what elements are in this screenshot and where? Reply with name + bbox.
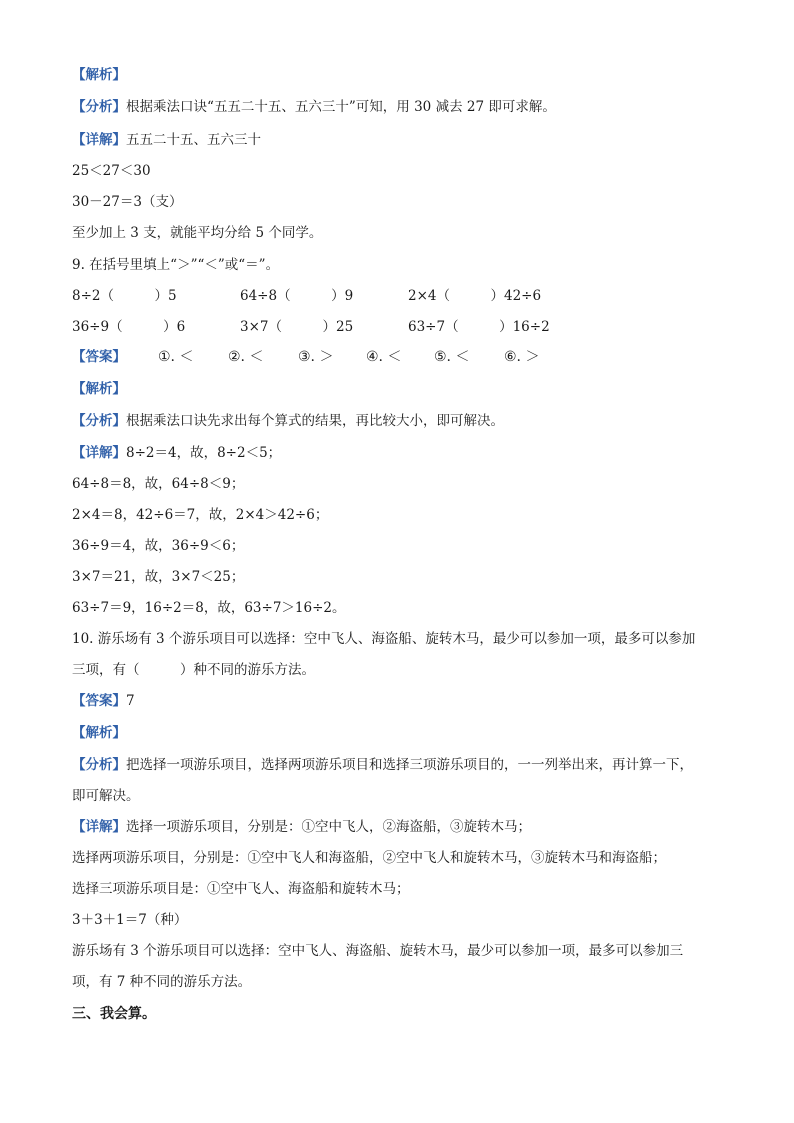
answer-tag: 【答案】 <box>72 693 126 709</box>
detail-step: 64÷8＝8，故，64÷8＜9； <box>72 476 245 492</box>
expression-5: 3×7（ ）25 <box>240 319 354 335</box>
question-9-row-1 <box>72 287 732 305</box>
detail-step: 36÷9＝4，故，36÷9＜6； <box>72 538 245 554</box>
jiexi-label: 【解析】 <box>72 67 126 83</box>
answer-5: ⑤. ＜ <box>434 349 470 365</box>
section-3-heading: 三、我会算。 <box>72 1006 156 1022</box>
analysis-text: 根据乘法口诀“五五二十五、五六三十”可知，用 30 减去 27 即可求解。 <box>126 99 556 115</box>
jiexi-label: 【解析】 <box>72 381 126 397</box>
answer-2: ②. ＜ <box>228 349 264 365</box>
detail-step: 63÷7＝9，16÷2＝8，故，63÷7＞16÷2。 <box>72 600 346 616</box>
jiexi-label: 【解析】 <box>72 725 126 741</box>
question-9-row-2 <box>72 318 732 336</box>
analysis-tag: 【分析】 <box>72 757 126 773</box>
expression-1: 8÷2（ ）5 <box>72 288 177 304</box>
detail-step: 2×4＝8，42÷6＝7，故，2×4＞42÷6； <box>72 507 329 523</box>
analysis-text: 把选择一项游乐项目，选择两项游乐项目和选择三项游乐项目的，一一列举出来，再计算一下， <box>126 757 693 773</box>
analysis-line <box>72 756 693 774</box>
detail-text: 五五二十五、五六三十 <box>126 132 261 148</box>
question-10-title-line-1: 10. 游乐场有 3 个游乐项目可以选择：空中飞人、海盗船、旋转木马，最少可以参加一项，最多可以参加 <box>72 631 696 647</box>
expression-2: 64÷8（ ）9 <box>240 288 354 304</box>
detail-step: 选择三项游乐项目是：①空中飞人、海盗船和旋转木马； <box>72 881 410 897</box>
detail-step: 选择两项游乐项目，分别是：①空中飞人和海盗船，②空中飞人和旋转木马，③旋转木马和海盗船； <box>72 850 666 866</box>
answer-tag: 【答案】 <box>72 349 126 365</box>
answer-6: ⑥. ＞ <box>504 349 540 365</box>
expression-4: 36÷9（ ）6 <box>72 319 186 335</box>
detail-step: 25＜27＜30 <box>72 163 151 179</box>
question-9-answers <box>72 348 732 368</box>
analysis-text-cont: 即可解决。 <box>72 788 140 804</box>
analysis-text: 根据乘法口诀先求出每个算式的结果，再比较大小，即可解决。 <box>126 413 504 429</box>
expression-6: 63÷7（ ）16÷2 <box>408 319 550 335</box>
question-9-title: 9. 在括号里填上“＞”“＜”或“＝”。 <box>72 257 280 273</box>
answer-3: ③. ＞ <box>298 349 334 365</box>
detail-line <box>72 131 261 149</box>
analysis-line <box>72 98 556 116</box>
detail-step: 3×7＝21，故，3×7＜25； <box>72 569 245 585</box>
answer-value: 7 <box>126 693 135 709</box>
analysis-tag: 【分析】 <box>72 99 126 115</box>
detail-line <box>72 818 531 836</box>
analysis-tag: 【分析】 <box>72 413 126 429</box>
detail-conclusion: 至少加上 3 支，就能平均分给 5 个同学。 <box>72 225 323 241</box>
detail-step: 3＋3＋1＝7（种） <box>72 912 188 928</box>
detail-text: 8÷2＝4，故，8÷2＜5； <box>126 445 282 461</box>
detail-step: 30－27＝3（支） <box>72 194 183 210</box>
detail-line <box>72 444 281 462</box>
detail-tag: 【详解】 <box>72 819 126 835</box>
detail-conclusion-cont: 项，有 7 种不同的游乐方法。 <box>72 974 252 990</box>
detail-conclusion: 游乐场有 3 个游乐项目可以选择：空中飞人、海盗船、旋转木马，最少可以参加一项，最多可以参加三 <box>72 943 684 959</box>
answer-1: ①. ＜ <box>158 349 194 365</box>
question-10-title-line-2: 三项，有（ ）种不同的游乐方法。 <box>72 662 315 678</box>
detail-tag: 【详解】 <box>72 132 126 148</box>
answer-4: ④. ＜ <box>366 349 402 365</box>
expression-3: 2×4（ ）42÷6 <box>408 288 542 304</box>
analysis-line <box>72 412 504 430</box>
detail-tag: 【详解】 <box>72 445 126 461</box>
answer-line <box>72 692 135 710</box>
detail-text: 选择一项游乐项目，分别是：①空中飞人，②海盗船，③旋转木马； <box>126 819 531 835</box>
